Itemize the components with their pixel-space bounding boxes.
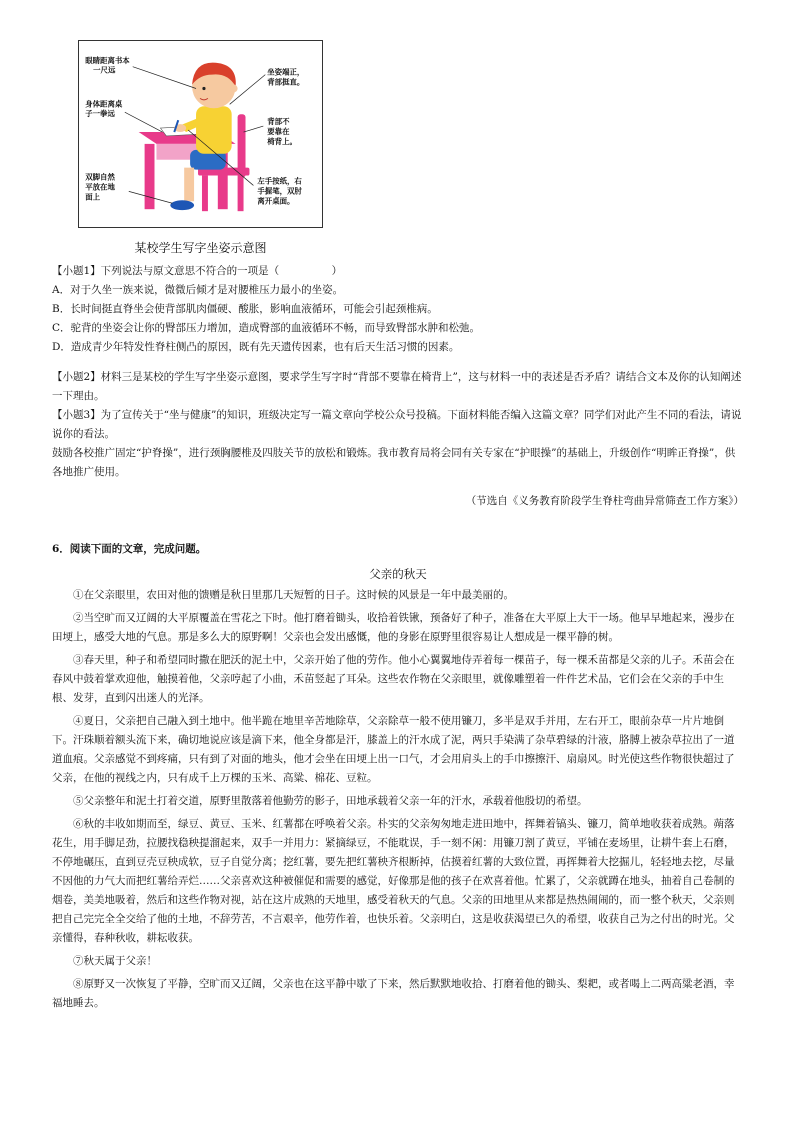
question-1-option-b: B．长时间挺直脊坐会使背部肌肉僵硬、酸胀，影响血液循环，可能会引起颈椎病。 [52,303,438,315]
question-1-stem: 【小题1】下列说法与原文意思不符合的一项是（ ） [52,265,343,277]
question-1-option-c: C．驼背的坐姿会让你的臀部压力增加，造成臀部的血液循环不畅，而导致臀部水肿和松弛。 [52,322,481,334]
figure-caption: 某校学生写字坐姿示意图 [134,241,267,255]
question-1 [52,262,744,357]
posture-illustration [79,41,322,227]
question-2-3 [52,368,744,511]
leader-line-back [244,126,264,132]
leader-line-body [125,112,163,132]
label-hands-1: 左手按纸，右 [257,176,302,186]
article-paragraph-6: ⑥秋的丰收如期而至，绿豆、黄豆、玉米、红薯都在呼唤着父亲。朴实的父亲匆匆地走进田地中，挥舞着镐头、镰刀，简单地收获着成熟。蒴落花生，用手脚足劲，拉腰找稳秧提溜起来，双手一并用力：紧摘绿豆，不能耽误，手一刻不闲：用镰刀割了黄豆，平铺在麦场里，让耕牛套上石磨，不停地碾压，直到豆壳豆秧成软，豆子自觉分离；挖红薯，要先把红薯秧齐根断掉，估摸着红薯的大致位置，再挥舞着大挖掘儿，轻轻地去挖，尽量不因他的力气大而把红薯给弄烂……父亲喜欢这种被催促和需要的感觉，好像那是他的孩子在欢喜着他。忙累了，父亲就蹲在地头，抽着自己卷制的烟卷，美美地吸着，然后和这些作物对视，站在这片成熟的天地里，感受着秋天的气息。父亲的田地里从来都是热热闹闹的，而一整个秋天，父亲则把自己完完全全交给了他的土地，不辞劳苦，不言艰辛，他劳作着，也快乐着。父亲明白，这是收获渴望已久的希望，收获自己为之付出的时光。父亲懂得，春种秋收，耕耘收获。 [52,818,735,944]
article-paragraph-8: ⑧原野又一次恢复了平静，空旷而又辽阔，父亲也在这平静中歇了下来，然后默默地收拾、打磨着他的锄头、梨耙，或者喝上二两高粱老酒，幸福地睡去。 [52,978,735,1009]
question-2: 【小题2】材料三是某校的学生写字坐姿示意图，要求学生写字时“背部不要靠在椅背上”，这与材料一中的表述是否矛盾？请结合文本及你的认知阐述一下理由。 [52,371,742,402]
question-3: 【小题3】为了宣传关于“坐与健康”的知识，班级决定写一篇文章向学校公众号投稿。下面材料能否编入这篇文章？同学们对此产生不同的看法，请说说你的看法。 [52,409,742,440]
article-paragraph-4: ④夏日，父亲把自己融入到土地中。他半跪在地里辛苦地除草，父亲除草一般不使用镰刀，多半是双手并用，左右开工，眼前杂草一片片地倒下。汗珠顺着额头流下来，确切地说应该是滴下来，他全身都是汗，膝盖上的汗水成了泥，两只手染满了杂草碧绿的汁液，胳膊上被杂草拉出了一道道血痕。父亲感觉不到疼痛，只有到了对面的地头，他才会坐在田埂上出一口气，才会用肩头上的手巾擦擦汗、扇扇风。时光使这些作物很快超过了父亲，在他的视线之内，只有成千上万棵的玉米、高粱、棉花、豆粒。 [52,715,735,784]
label-hands-3: 离开桌面。 [257,196,295,206]
label-sit-1: 坐姿端正， [267,67,305,77]
question-3-material: 鼓励各校推广固定“护脊操”，进行颈胸腰椎及四肢关节的放松和锻炼。我市教育局将会同有关专家在“护眼操”的基础上，升级创作“明眸正脊操”，供各地推广使用。 [52,447,736,478]
boy-shirt [196,106,232,153]
label-back-1: 背部不 [267,117,290,127]
question-1-option-a: A．对于久坐一族来说，微微后倾才是对腰椎压力最小的坐姿。 [52,284,344,296]
label-body-2: 子一拳远 [85,109,115,119]
label-back-3: 椅背上。 [267,136,297,146]
label-back-2: 要靠在 [267,127,290,136]
source-note: （节选自《义务教育阶段学生脊柱弯曲异常筛查工作方案》） [465,495,744,507]
leader-line-eye [133,67,196,89]
boy-leg [184,168,194,202]
posture-diagram [78,40,323,228]
label-hands-2: 手握笔，双肘 [257,186,302,196]
label-eye-2: 一尺远 [93,65,116,75]
chair-leg-back [238,176,244,212]
article-paragraph-1: ①在父亲眼里，农田对他的馈赠是秋日里那几天短暂的日子。这时候的风景是一年中最美丽的。 [73,589,514,601]
boy-ear [230,85,238,93]
article-paragraph-2: ②当空旷而又辽阔的大平原覆盖在雪花之下时。他打磨着锄头，收拾着铁锹，预备好了种子，准备在大平原上大干一场。他早早地起来，漫步在田埂上，感受大地的气息。那是多么大的原野啊！父亲也会发出感慨，他的身影在原野里很容易让人想成是一棵平静的树。 [52,612,735,643]
desk-leg-left [145,144,155,209]
label-body-1: 身体距离桌 [85,99,123,109]
label-feet-1: 双脚自然 [85,172,115,182]
article-paragraph-3: ③春天里，种子和希望同时撒在肥沃的泥土中，父亲开始了他的劳作。他小心翼翼地侍弄着每一棵苗子，每一棵禾苗都是父亲的儿子。禾苗会在春风中鼓着掌欢迎他，触摸着他，父亲哼起了小曲，禾苗竖起了耳朵。这些农作物在父亲眼里，就像雕塑着一件件艺术品，它们会在父亲的手中生根、发芽，直到闪出迷人的光泽。 [52,654,735,704]
article-title: 父亲的秋天 [369,567,427,581]
section-6-instruction: 6．阅读下面的文章，完成问题。 [52,543,207,555]
label-feet-2: 平放在地 [85,182,115,192]
label-feet-3: 面上 [85,192,101,202]
boy-eye [202,87,205,90]
article-paragraph-7: ⑦秋天属于父亲！ [73,955,157,967]
label-eye-1: 眼睛距离书本 [85,55,130,65]
article-paragraph-5: ⑤父亲整年和泥土打着交道，原野里散落着他勤劳的影子，田地承载着父亲一年的汗水，承载着他殷切的希望。 [73,795,588,807]
question-1-option-d: D．造成青少年特发性脊柱侧凸的原因，既有先天遗传因素，也有后天生活习惯的因素。 [52,341,460,353]
chair-leg-front [202,176,208,212]
section-6 [52,540,744,1013]
boy-shoe [170,200,194,210]
label-sit-2: 背部挺直。 [267,77,305,87]
